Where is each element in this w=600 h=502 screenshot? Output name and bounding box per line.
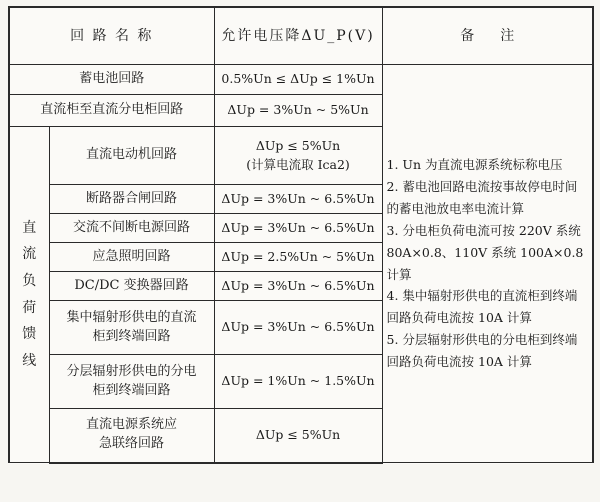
remark-item: 4. 集中辐射形供电的直流柜到终端回路负荷电流按 10A 计算 [386, 288, 578, 326]
group-char: 荷 [22, 299, 37, 316]
limit-radial-central: ΔUp = 3%Un ~ 6.5%Un [214, 301, 382, 355]
limit-emergency-light: ΔUp = 2.5%Un ~ 5%Un [214, 243, 382, 272]
group-char: 馈 [22, 326, 37, 343]
circuit-breaker: 断路器合闸回路 [49, 185, 214, 214]
limit-radial-layered: ΔUp = 1%Un ~ 1.5%Un [214, 355, 382, 409]
header-circuit-name: 回 路 名 称 [9, 7, 214, 65]
circuit-radial-central-line2: 柜到终端回路 [92, 328, 171, 344]
group-char: 负 [22, 272, 37, 289]
limit-motor [214, 127, 382, 185]
limit-breaker: ΔUp = 3%Un ~ 6.5%Un [214, 185, 382, 214]
remark-item: 1. Un 为直流电源系统标称电压 [386, 157, 563, 173]
header-row [9, 7, 593, 65]
limit-dcdc: ΔUp = 3%Un ~ 6.5%Un [214, 272, 382, 301]
circuit-emergency-link [49, 409, 214, 463]
header-remark: 备注 [382, 7, 593, 65]
group-char: 线 [22, 352, 37, 369]
limit-ups: ΔUp = 3%Un ~ 6.5%Un [214, 214, 382, 243]
voltage-drop-table-sheet [8, 6, 592, 496]
group-char: 直 [22, 219, 37, 236]
circuit-emergency-link-line1: 直流电源系统应 [86, 417, 178, 433]
circuit-ups: 交流不间断电源回路 [49, 214, 214, 243]
voltage-drop-table [8, 6, 594, 464]
limit-emergency-link: ΔUp ≤ 5%Un [214, 409, 382, 463]
circuit-radial-central-line1: 集中辐射形供电的直流 [66, 309, 197, 325]
circuit-panel: 直流柜至直流分电柜回路 [9, 95, 214, 127]
remark-item: 2. 蓄电池回路电流按事故停电时间的蓄电池放电率电流计算 [386, 179, 578, 216]
limit-battery: 0.5%Un ≤ ΔUp ≤ 1%Un [214, 65, 382, 95]
limit-motor-note: (计算电流取 Ica2) [246, 156, 350, 172]
circuit-radial-layered [49, 355, 214, 409]
circuit-battery: 蓄电池回路 [9, 65, 214, 95]
group-char: 流 [22, 246, 37, 263]
circuit-dcdc: DC/DC 变换器回路 [49, 272, 214, 301]
circuit-radial-central [49, 301, 214, 355]
circuit-radial-layered-line2: 柜到终端回路 [92, 382, 171, 398]
remark-item: 5. 分层辐射形供电的分电柜到终端回路负荷电流按 10A 计算 [386, 332, 578, 369]
group-dc-load-feeder [9, 127, 49, 463]
limit-panel: ΔUp = 3%Un ~ 5%Un [214, 95, 382, 127]
remark-notes [382, 65, 593, 463]
limit-motor-value: ΔUp ≤ 5%Un [255, 138, 341, 154]
circuit-emergency-link-line2: 急联络回路 [99, 436, 165, 452]
header-voltage-drop: 允许电压降ΔU_P(V) [214, 7, 382, 65]
circuit-motor: 直流电动机回路 [49, 127, 214, 185]
circuit-radial-layered-line1: 分层辐射形供电的分电 [66, 363, 197, 379]
circuit-emergency-light: 应急照明回路 [49, 243, 214, 272]
table-row [9, 65, 593, 95]
remark-item: 3. 分电柜负荷电流可按 220V 系统 80A×0.8、110V 系统 100A×0.8 计算 [386, 222, 584, 282]
